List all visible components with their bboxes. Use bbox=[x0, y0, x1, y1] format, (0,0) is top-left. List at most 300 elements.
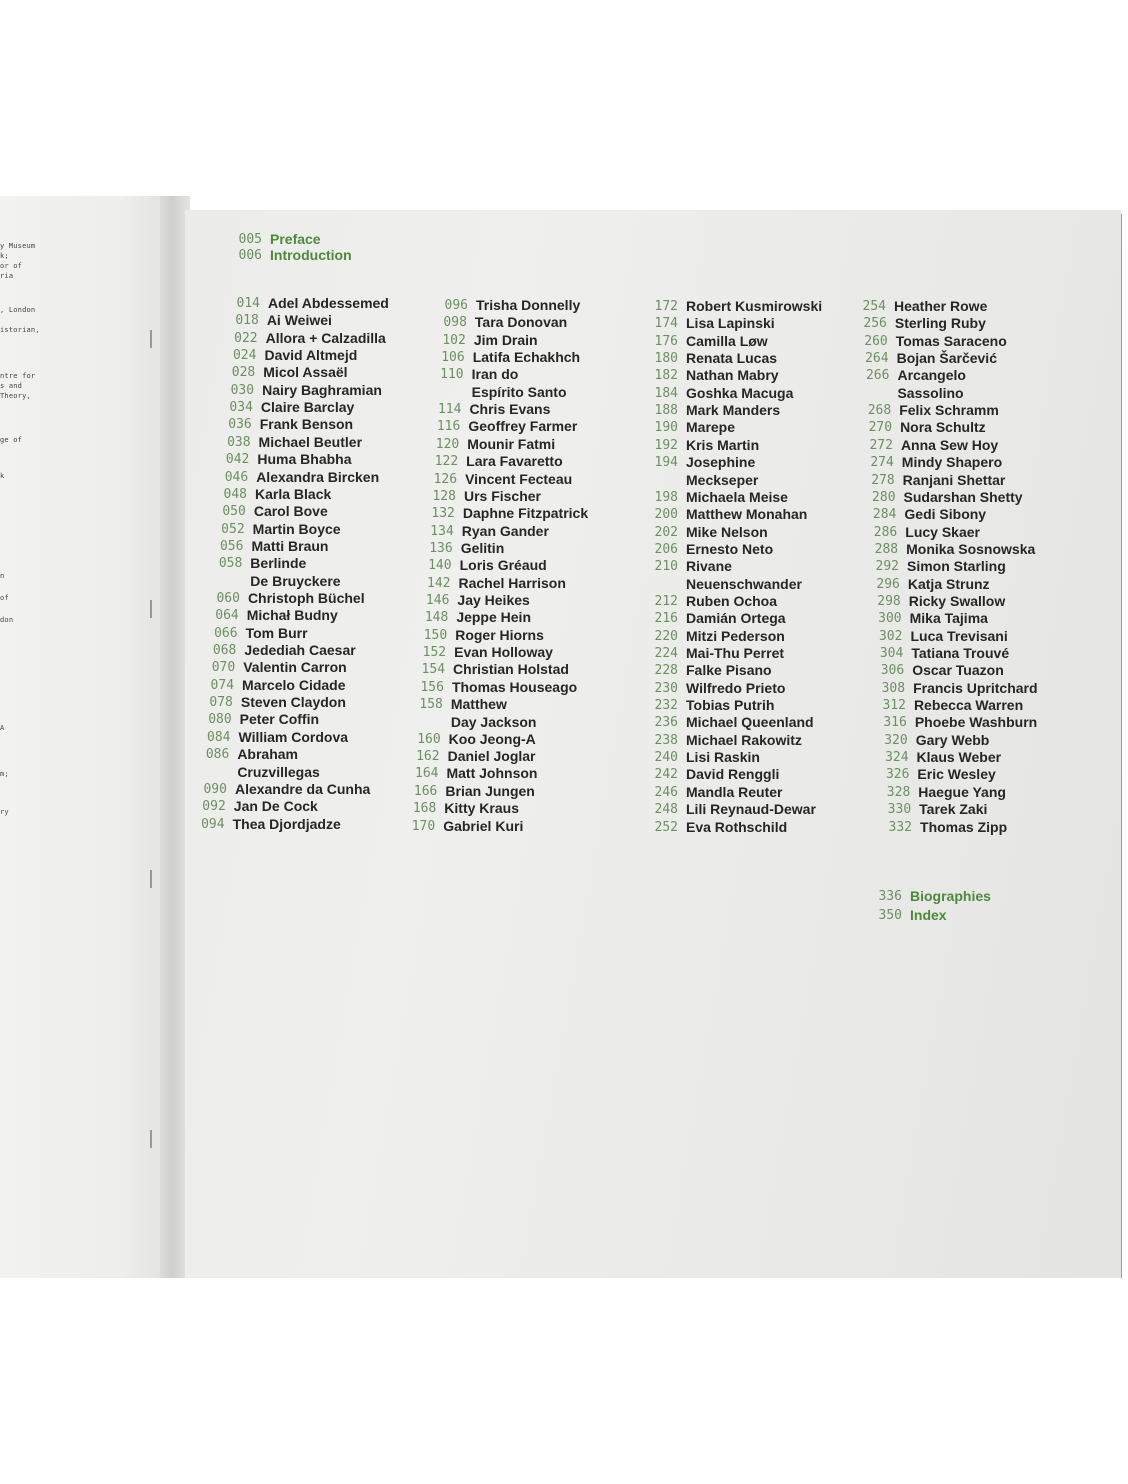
toc-entry bbox=[195, 729, 349, 746]
page-number: 248 bbox=[654, 802, 678, 818]
artist-name: Michael Rakowitz bbox=[686, 731, 802, 748]
section-title: Preface bbox=[270, 231, 321, 247]
toc-entry bbox=[642, 489, 788, 506]
page-number: 296 bbox=[876, 576, 900, 592]
artist-name: Francis Upritchard bbox=[913, 679, 1038, 696]
page-number: 170 bbox=[411, 818, 436, 834]
page-number: 098 bbox=[443, 315, 467, 331]
page-number: 286 bbox=[873, 524, 898, 540]
page-number: 090 bbox=[203, 781, 227, 797]
artist-name-continuation: Cruzvillegas bbox=[237, 763, 320, 780]
toc-entry bbox=[431, 314, 567, 331]
artist-name: Lara Favaretto bbox=[466, 453, 563, 470]
artist-name: Chris Evans bbox=[469, 401, 551, 418]
page-number: 292 bbox=[875, 559, 899, 575]
toc-entry bbox=[642, 645, 784, 662]
artist-name: Vincent Fecteau bbox=[465, 470, 573, 487]
toc-entry bbox=[220, 347, 357, 364]
toc-entry bbox=[853, 350, 997, 367]
page-number: 192 bbox=[654, 437, 678, 453]
artist-name-continuation: Day Jackson bbox=[450, 713, 537, 730]
toc-entry bbox=[855, 402, 999, 419]
toc-entry bbox=[410, 644, 553, 661]
toc-entry bbox=[199, 659, 346, 676]
left-page-text-fragment: A bbox=[0, 724, 5, 732]
page-number: 018 bbox=[235, 313, 259, 329]
artist-name: Brian Jungen bbox=[445, 782, 535, 799]
artist-name: Alexandre da Cunha bbox=[234, 780, 371, 797]
page-number: 350 bbox=[878, 908, 902, 923]
artist-name: Lisa Lapinski bbox=[686, 315, 775, 332]
toc-entry bbox=[642, 333, 768, 350]
artist-name: Nora Schultz bbox=[900, 419, 986, 436]
page-number: 052 bbox=[221, 521, 245, 537]
toc-entry bbox=[642, 714, 814, 731]
page-number: 102 bbox=[442, 332, 466, 348]
artist-name: Mark Manders bbox=[686, 402, 781, 419]
left-page bbox=[0, 196, 170, 1278]
toc-entry bbox=[876, 819, 1007, 836]
toc-entry bbox=[405, 731, 536, 748]
artist-name: David Altmejd bbox=[264, 347, 358, 364]
artist-name-continuation: Sassolino bbox=[897, 384, 964, 401]
page-number: 280 bbox=[872, 489, 896, 505]
page-number: 160 bbox=[417, 731, 441, 747]
page-number: 028 bbox=[231, 365, 256, 381]
front-matter-entry bbox=[226, 231, 321, 248]
artist-name: Marcelo Cidade bbox=[242, 676, 346, 693]
toc-entry bbox=[423, 436, 555, 453]
artist-name: Matthew Monahan bbox=[686, 506, 808, 523]
page-number: 092 bbox=[202, 799, 226, 815]
toc-entry bbox=[862, 541, 1035, 558]
page-number: 202 bbox=[654, 524, 678, 540]
toc-entry bbox=[642, 628, 785, 645]
page-number: 132 bbox=[431, 506, 455, 522]
page-number: 150 bbox=[423, 627, 448, 643]
page-number: 068 bbox=[212, 643, 237, 658]
toc-entry bbox=[399, 818, 523, 835]
page-number: 284 bbox=[872, 507, 897, 523]
back-matter-entry bbox=[866, 907, 947, 924]
artist-name: Valentin Carron bbox=[243, 659, 347, 676]
artist-name: Katja Strunz bbox=[907, 575, 990, 592]
section-title: Index bbox=[910, 907, 947, 923]
page-number: 086 bbox=[205, 747, 230, 763]
binding-stitch bbox=[150, 330, 152, 348]
artist-name: Koo Jeong-A bbox=[448, 730, 536, 747]
artist-name: Falke Pisano bbox=[686, 662, 772, 679]
toc-entry bbox=[858, 454, 1002, 471]
artist-name: Abraham bbox=[237, 746, 298, 763]
artist-name: Klaus Weber bbox=[916, 749, 1002, 766]
page-number: 274 bbox=[870, 455, 894, 471]
page-number: 136 bbox=[429, 540, 453, 556]
artist-name: Roger Hiorns bbox=[455, 626, 544, 643]
page-number: 242 bbox=[654, 767, 678, 783]
toc-entry bbox=[216, 416, 353, 433]
artist-name: Tom Burr bbox=[245, 624, 308, 641]
page-number: 110 bbox=[440, 367, 464, 383]
artist-name: Arcangelo bbox=[897, 367, 966, 384]
artist-name: Lisi Raskin bbox=[686, 749, 760, 766]
page-number: 220 bbox=[654, 628, 678, 644]
artist-name: Bojan Šarčević bbox=[896, 350, 997, 367]
toc-entry bbox=[870, 697, 1023, 714]
page-number: 320 bbox=[884, 732, 908, 748]
artist-name: William Cordova bbox=[238, 728, 349, 745]
artist-name: Kitty Kraus bbox=[444, 800, 519, 817]
page-number: 200 bbox=[654, 507, 678, 523]
artist-name: Gary Webb bbox=[915, 731, 990, 748]
toc-entry bbox=[864, 576, 990, 593]
toc-entry bbox=[422, 453, 562, 470]
page-number: 146 bbox=[425, 592, 450, 608]
artist-name: Iran do bbox=[471, 366, 519, 383]
page-number: 306 bbox=[880, 663, 905, 679]
left-page-text-fragment: s and bbox=[0, 382, 23, 390]
page-number: 188 bbox=[654, 403, 678, 419]
toc-entry bbox=[421, 471, 572, 488]
page-number: 216 bbox=[654, 611, 678, 627]
toc-entry bbox=[408, 679, 577, 696]
page-number: 158 bbox=[419, 697, 443, 713]
page-number: 168 bbox=[412, 801, 437, 817]
artist-name: Latifa Echakhch bbox=[472, 349, 581, 366]
artist-name: Rachel Harrison bbox=[458, 574, 566, 591]
page-number: 236 bbox=[654, 715, 678, 731]
artist-name: Ai Weiwei bbox=[266, 312, 332, 329]
toc-entry bbox=[642, 697, 774, 714]
artist-name: Mai-Thu Perret bbox=[686, 645, 785, 661]
toc-entry bbox=[866, 610, 988, 627]
toc-entry bbox=[415, 575, 566, 592]
artist-name: Jeppe Hein bbox=[456, 609, 532, 626]
page-number: 246 bbox=[654, 784, 678, 800]
page-number: 142 bbox=[427, 575, 451, 591]
artist-name: Mitzi Pederson bbox=[686, 627, 785, 644]
artist-name: Micol Assaël bbox=[263, 364, 348, 381]
toc-entry bbox=[413, 592, 529, 609]
page-number: 074 bbox=[210, 677, 235, 693]
page-number: 106 bbox=[441, 350, 465, 366]
page-number: 038 bbox=[227, 434, 251, 450]
toc-entry bbox=[642, 662, 772, 679]
toc-entry bbox=[642, 680, 785, 697]
artist-name: Thomas Zipp bbox=[920, 818, 1008, 835]
page-number: 278 bbox=[871, 472, 895, 488]
toc-entry bbox=[418, 523, 549, 540]
page-number: 300 bbox=[878, 611, 902, 627]
artist-name: Berlinde bbox=[250, 555, 307, 572]
page-number: 070 bbox=[211, 660, 236, 676]
artist-name: Ernesto Neto bbox=[686, 540, 774, 557]
toc-entry bbox=[866, 628, 1007, 645]
artist-name: Urs Fischer bbox=[463, 487, 542, 504]
toc-entry bbox=[404, 748, 536, 765]
section-title: Introduction bbox=[270, 247, 352, 263]
artist-name: Claire Barclay bbox=[260, 399, 355, 416]
page-number: 298 bbox=[877, 593, 901, 609]
toc-entry bbox=[642, 315, 775, 332]
page-number: 066 bbox=[214, 625, 238, 641]
toc-entry bbox=[873, 766, 995, 783]
toc-entry bbox=[642, 732, 802, 749]
artist-name: Michaela Meise bbox=[686, 488, 788, 505]
toc-entry bbox=[189, 816, 341, 833]
page-number: 042 bbox=[225, 452, 250, 468]
page-number: 096 bbox=[444, 298, 468, 313]
artist-name: Nathan Mabry bbox=[686, 367, 779, 384]
left-page-text-fragment: ntre for bbox=[0, 372, 36, 380]
toc-entry bbox=[416, 557, 547, 574]
toc-entry bbox=[401, 783, 534, 800]
page-number: 230 bbox=[654, 680, 678, 696]
toc-entry bbox=[428, 366, 519, 383]
artist-name: Tatiana Trouvé bbox=[911, 645, 1010, 661]
artist-name: Tarek Zaki bbox=[919, 801, 988, 818]
toc-entry bbox=[869, 680, 1037, 697]
left-page-text-fragment: or of bbox=[0, 262, 23, 270]
toc-entry bbox=[853, 367, 965, 384]
artist-name: Ricky Swallow bbox=[908, 592, 1006, 609]
left-page-text-fragment: don bbox=[0, 616, 14, 624]
artist-name: Allora + Calzadilla bbox=[265, 329, 386, 346]
page-number: 180 bbox=[654, 351, 678, 367]
artist-name: Lili Reynaud-Dewar bbox=[686, 801, 816, 818]
page-number: 094 bbox=[201, 816, 225, 832]
page-number: 336 bbox=[878, 889, 902, 904]
toc-entry bbox=[642, 749, 760, 766]
artist-name: Daphne Fitzpatrick bbox=[462, 505, 589, 522]
page-number: 198 bbox=[654, 489, 678, 505]
toc-entry bbox=[191, 781, 370, 798]
toc-entry bbox=[859, 472, 1006, 489]
page-number: 228 bbox=[654, 663, 678, 679]
toc-entry bbox=[642, 541, 773, 558]
page-number: 152 bbox=[422, 645, 447, 660]
artist-name: Sudarshan Shetty bbox=[903, 488, 1023, 505]
artist-name: Huma Bhabha bbox=[257, 451, 352, 468]
artist-name: Camilla Løw bbox=[686, 332, 768, 349]
artist-name: Luca Trevisani bbox=[910, 627, 1008, 644]
toc-entry bbox=[642, 367, 779, 384]
artist-name: Loris Gréaud bbox=[459, 557, 547, 574]
toc-entry bbox=[860, 489, 1023, 506]
artist-name: Jay Heikes bbox=[457, 591, 530, 608]
toc-entry bbox=[409, 661, 569, 678]
toc-entry bbox=[412, 609, 531, 626]
artist-name: Haegue Yang bbox=[918, 783, 1006, 800]
page-number: 266 bbox=[865, 368, 890, 384]
page-number: 048 bbox=[223, 486, 248, 502]
artist-name: David Renggli bbox=[686, 766, 780, 783]
toc-entry bbox=[642, 437, 759, 454]
page-number: 058 bbox=[218, 556, 243, 572]
artist-name-continuation: Neuenschwander bbox=[686, 575, 802, 592]
binding-stitch bbox=[150, 600, 152, 618]
page-number: 060 bbox=[216, 590, 240, 606]
page-number: 210 bbox=[654, 559, 678, 575]
page-number: 166 bbox=[413, 783, 438, 799]
page-number: 164 bbox=[415, 766, 439, 782]
page-number: 036 bbox=[228, 417, 252, 433]
page-number: 326 bbox=[885, 767, 910, 783]
toc-entry bbox=[420, 488, 541, 505]
left-page-text-fragment: ry bbox=[0, 808, 9, 816]
toc-entry bbox=[419, 505, 588, 522]
artist-name: Anna Sew Hoy bbox=[900, 436, 999, 453]
toc-entry bbox=[224, 295, 389, 312]
toc-entry bbox=[211, 486, 331, 503]
artist-name: Goshka Macuga bbox=[686, 384, 794, 401]
toc-entry bbox=[642, 350, 777, 367]
page-number: 272 bbox=[869, 437, 893, 453]
left-page-text-fragment: ria bbox=[0, 272, 14, 280]
artist-name-continuation: De Bruyckere bbox=[250, 572, 341, 589]
left-page-text-fragment: m; bbox=[0, 770, 9, 778]
artist-name: Ruben Ochoa bbox=[686, 592, 778, 609]
artist-name: Sterling Ruby bbox=[894, 315, 986, 332]
toc-entry bbox=[642, 298, 822, 315]
left-page-text-fragment: k; bbox=[0, 252, 9, 260]
artist-name: Adel Abdessemed bbox=[268, 295, 389, 311]
toc-entry bbox=[642, 593, 777, 610]
toc-entry bbox=[209, 521, 341, 538]
section-title: Biographies bbox=[910, 888, 991, 904]
artist-name: Marepe bbox=[686, 419, 736, 436]
page-number: 030 bbox=[230, 382, 255, 398]
toc-entry bbox=[642, 385, 793, 402]
artist-name: Wilfredo Prieto bbox=[686, 679, 786, 696]
page-number: 224 bbox=[654, 646, 678, 661]
page-number: 084 bbox=[207, 729, 231, 745]
page-number: 176 bbox=[654, 333, 678, 349]
toc-entry bbox=[430, 332, 538, 349]
toc-entry bbox=[642, 610, 786, 627]
page-number: 034 bbox=[229, 400, 253, 416]
page-number: 064 bbox=[215, 608, 239, 624]
page-number: 324 bbox=[885, 750, 909, 766]
artist-name: Jan De Cock bbox=[233, 798, 318, 815]
toc-entry bbox=[642, 558, 732, 575]
toc-entry bbox=[875, 801, 987, 818]
left-page-text-fragment: k bbox=[0, 472, 5, 480]
page-number: 240 bbox=[654, 750, 678, 766]
artist-name: Mindy Shapero bbox=[901, 454, 1003, 471]
toc-entry bbox=[642, 506, 807, 523]
artist-name: Eric Wesley bbox=[917, 766, 996, 783]
page-number: 154 bbox=[421, 662, 446, 678]
artist-name: Christian Holstad bbox=[453, 661, 569, 678]
binding-stitch bbox=[150, 870, 152, 888]
artist-name-continuation: Meckseper bbox=[686, 471, 759, 488]
toc-entry bbox=[222, 330, 386, 347]
artist-name: Michael Queenland bbox=[686, 714, 814, 731]
page-number: 006 bbox=[238, 248, 262, 263]
toc-entry bbox=[863, 558, 1006, 575]
artist-name: Josephine bbox=[686, 454, 756, 471]
toc-entry bbox=[207, 538, 328, 555]
front-matter-entry bbox=[226, 247, 352, 264]
left-page-text-fragment: istorian, bbox=[0, 326, 40, 334]
artist-name: Rebecca Warren bbox=[913, 697, 1024, 714]
page-number: 260 bbox=[864, 333, 888, 349]
toc-entry bbox=[642, 766, 779, 783]
toc-entry bbox=[213, 451, 351, 468]
page-number: 050 bbox=[222, 504, 246, 520]
page-number: 122 bbox=[434, 454, 459, 470]
page-number: 268 bbox=[867, 403, 892, 419]
toc-entry bbox=[223, 312, 332, 329]
page-number: 264 bbox=[865, 351, 889, 367]
artist-name: Thea Djordjadze bbox=[232, 815, 341, 832]
page-number: 330 bbox=[887, 802, 912, 818]
toc-entry bbox=[425, 401, 550, 418]
artist-name: Daniel Joglar bbox=[447, 748, 536, 765]
page-number: 316 bbox=[883, 715, 907, 731]
toc-entry bbox=[851, 315, 986, 332]
toc-entry bbox=[424, 418, 577, 435]
artist-name: Mike Nelson bbox=[686, 523, 768, 540]
toc-entry bbox=[860, 506, 986, 523]
artist-name: Gelitin bbox=[460, 539, 505, 556]
page-number: 078 bbox=[209, 695, 233, 711]
toc-entry bbox=[642, 402, 780, 419]
toc-entry bbox=[642, 524, 768, 541]
artist-name: Robert Kusmirowski bbox=[686, 298, 823, 314]
artist-name: Thomas Houseago bbox=[451, 678, 578, 695]
page-number: 126 bbox=[433, 471, 458, 487]
artist-name: Carol Bove bbox=[253, 503, 328, 520]
artist-name: Alexandra Bircken bbox=[256, 468, 380, 485]
page-number: 308 bbox=[881, 680, 906, 696]
page-number: 116 bbox=[436, 419, 461, 435]
toc-entry bbox=[417, 540, 505, 557]
toc-entry bbox=[852, 333, 1007, 350]
page-number: 022 bbox=[234, 330, 258, 346]
artist-name: Heather Rowe bbox=[894, 298, 988, 314]
artist-name: Oscar Tuazon bbox=[912, 662, 1004, 679]
page-number: 114 bbox=[437, 402, 462, 418]
toc-entry bbox=[861, 524, 980, 541]
toc-entry bbox=[219, 364, 347, 381]
toc-entry bbox=[874, 784, 1006, 801]
toc-entry bbox=[215, 434, 362, 451]
left-page-text-fragment: n bbox=[0, 572, 5, 580]
toc-entry bbox=[871, 714, 1037, 731]
left-page-text-fragment: Theory, bbox=[0, 392, 31, 400]
page-number: 140 bbox=[428, 558, 452, 574]
page-number: 080 bbox=[208, 712, 232, 728]
page-number: 162 bbox=[416, 749, 440, 765]
toc-entry bbox=[856, 419, 986, 436]
page-number: 252 bbox=[654, 819, 678, 835]
left-page-text-fragment: ge of bbox=[0, 436, 23, 444]
artist-name: Ryan Gander bbox=[461, 522, 549, 539]
artist-name: Rivane bbox=[686, 558, 732, 575]
artist-name: Mandla Reuter bbox=[686, 783, 783, 800]
page-number: 172 bbox=[654, 299, 678, 314]
artist-name: Trisha Donnelly bbox=[476, 297, 581, 313]
artist-name: Ranjani Shettar bbox=[902, 471, 1006, 488]
page-number: 120 bbox=[435, 436, 460, 452]
artist-name: Monika Sosnowska bbox=[906, 540, 1036, 557]
artist-name: Jedediah Caesar bbox=[244, 642, 356, 658]
artist-name: Kris Martin bbox=[686, 436, 760, 453]
toc-entry bbox=[407, 696, 507, 713]
page-number: 312 bbox=[882, 698, 906, 714]
